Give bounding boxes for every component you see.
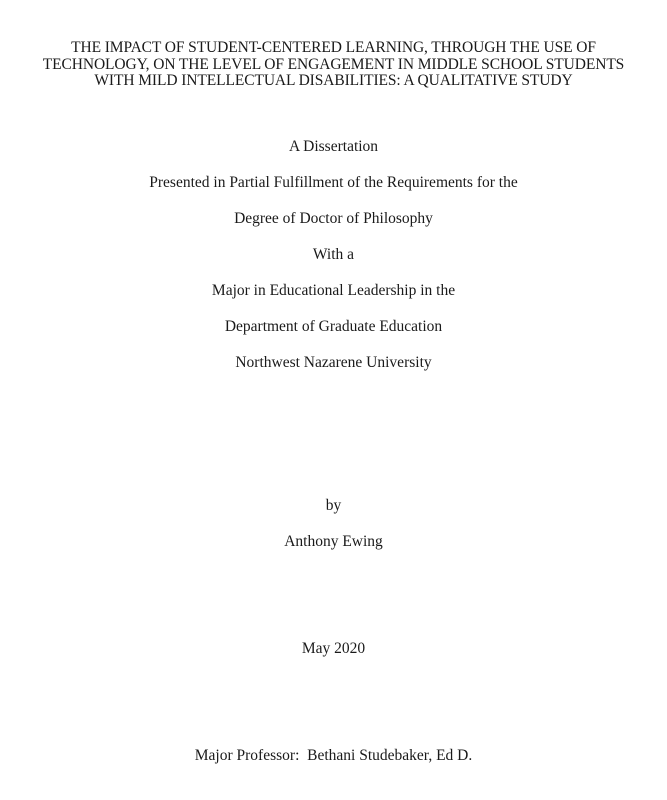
title-line-3: WITH MILD INTELLECTUAL DISABILITIES: A QUALITATIVE STUDY [94, 72, 573, 89]
document-type: A Dissertation [288, 138, 379, 155]
department-name: Department of Graduate Education [224, 318, 443, 335]
major-professor: Major Professor: Bethani Studebaker, Ed D. [194, 747, 473, 764]
university-name: Northwest Nazarene University [235, 354, 432, 371]
with-a-text: With a [312, 246, 355, 263]
title-line-1: THE IMPACT OF STUDENT-CENTERED LEARNING, THROUGH THE USE OF [71, 39, 596, 56]
by-text: by [325, 497, 342, 514]
degree-name: Degree of Doctor of Philosophy [234, 210, 433, 227]
author-name: Anthony Ewing [284, 533, 383, 550]
submission-date: May 2020 [301, 640, 366, 657]
title-line-2: TECHNOLOGY, ON THE LEVEL OF ENGAGEMENT IN MIDDLE SCHOOL STUDENTS [42, 55, 625, 73]
major-text: Major in Educational Leadership in the [211, 282, 456, 299]
dissertation-title [0, 40, 667, 90]
presented-statement: Presented in Partial Fulfillment of the Requirements for the [149, 174, 518, 191]
